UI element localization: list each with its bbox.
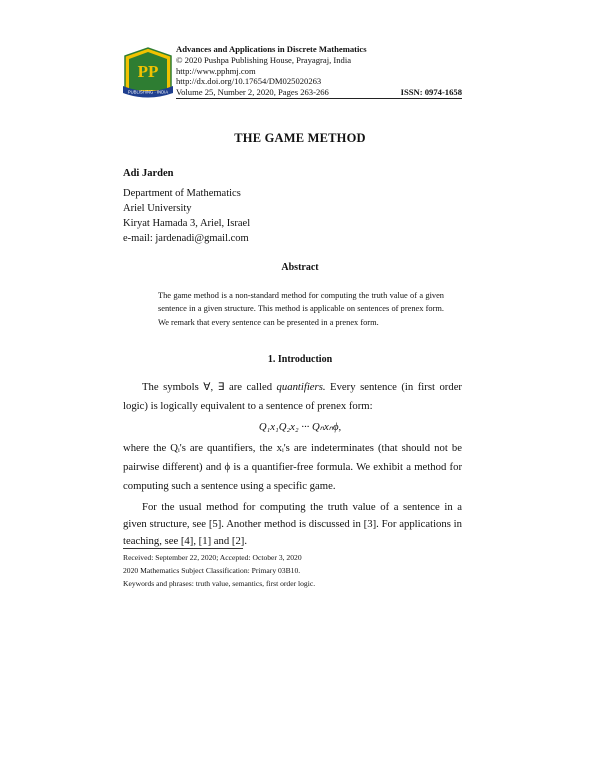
department: Department of Mathematics bbox=[123, 188, 241, 199]
prenex-formula: Q₁x₁Q₂x₂ ··· Qₙxₙϕ, bbox=[258, 421, 342, 433]
email[interactable]: e-mail: jardenadi@gmail.com bbox=[123, 233, 249, 244]
logo-text: PUBLISHING · INDIA bbox=[127, 89, 169, 95]
section-heading: 1. Introduction bbox=[267, 354, 333, 365]
publisher-logo bbox=[121, 46, 175, 98]
term-quantifiers: quantifiers. bbox=[276, 381, 326, 393]
abstract-heading: Abstract bbox=[281, 262, 319, 273]
footnotes bbox=[123, 551, 315, 590]
svg-text:PP: PP bbox=[137, 62, 159, 81]
doi-link[interactable]: http://dx.doi.org/10.17654/DM025020263 bbox=[176, 76, 322, 87]
journal-header bbox=[176, 44, 462, 98]
copyright: © 2020 Pushpa Publishing House, Prayagraj, India bbox=[176, 54, 352, 65]
journal-url[interactable]: http://www.pphmj.com bbox=[176, 65, 256, 76]
p1-end: Every sentence (in first order logic) is logically equivalent to a sentence of prenex form: bbox=[123, 381, 462, 412]
footnote-rule bbox=[123, 548, 243, 549]
paragraph-2: where the Qᵢ's are quantifiers, the xᵢ's are indeterminates (that should not be pairwise different) and ϕ is a quantifier-free formula. We exhibit a method for computing such a sentence using a specific game. bbox=[123, 442, 462, 492]
author-name: Adi Jarden bbox=[123, 168, 174, 179]
received-dates: Received: September 22, 2020; Accepted: October 3, 2020 bbox=[123, 553, 302, 562]
paragraph-3: For the usual method for computing the truth value of a sentence in a given structure, see [5]. Another method is discussed in [3]. For applications in teaching, see [4], [1] and [2]. bbox=[123, 501, 462, 547]
address: Kiryat Hamada 3, Ariel, Israel bbox=[123, 218, 251, 229]
msc-classification: 2020 Mathematics Subject Classification: Primary 03B10. bbox=[123, 566, 301, 575]
paragraph-1 bbox=[123, 378, 462, 416]
university: Ariel University bbox=[123, 203, 192, 214]
keywords: Keywords and phrases: truth value, semantics, first order logic. bbox=[123, 579, 316, 588]
paper-title: THE GAME METHOD bbox=[234, 131, 366, 145]
abstract-text: The game method is a non-standard method for computing the truth value of a given sentence in a given structure. This method is applicable on sentences of prenex form. We remark that every sentence can be presented in a prenex form. bbox=[158, 291, 444, 327]
p1-start: The symbols ∀, ∃ are called bbox=[142, 381, 277, 393]
affiliation bbox=[123, 186, 250, 246]
header-rule bbox=[176, 98, 462, 99]
journal-name: Advances and Applications in Discrete Mathematics bbox=[176, 44, 367, 54]
issn: ISSN: 0974-1658 bbox=[400, 87, 462, 98]
volume-info: Volume 25, Number 2, 2020, Pages 263-266 bbox=[176, 87, 329, 98]
